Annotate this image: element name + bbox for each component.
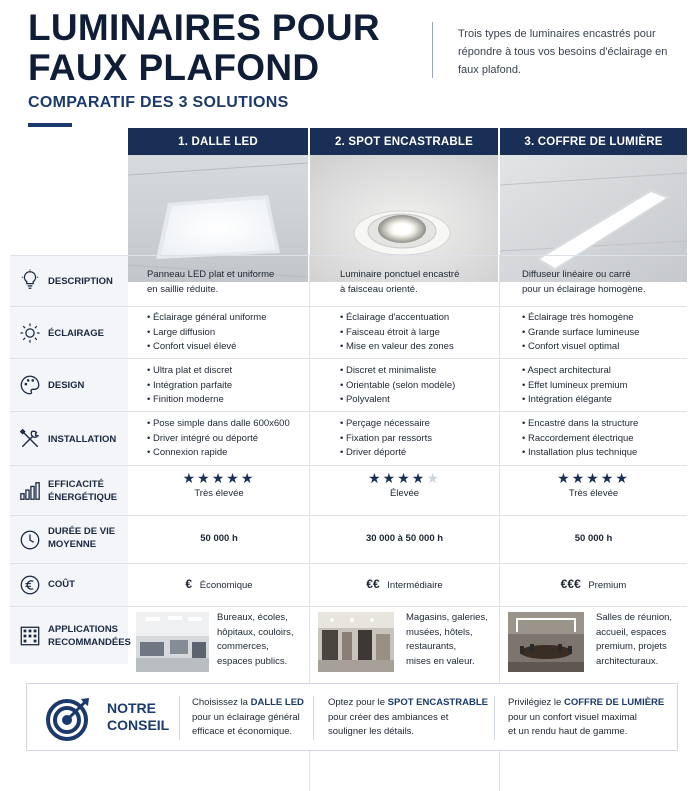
lightbulb-icon bbox=[19, 269, 41, 291]
advice-text: pour un confort visuel maximal et un rendu haut de gamme. bbox=[508, 711, 637, 737]
row-label-cout: COÛT bbox=[48, 579, 75, 590]
euro-icon bbox=[19, 574, 41, 596]
stars-rating-spot bbox=[310, 471, 499, 486]
column-header-coffre: 3. COFFRE DE LUMIÈRE bbox=[500, 128, 687, 155]
cost-symbol-coffre: €€€ bbox=[560, 577, 581, 591]
advice-title: NOTRE CONSEIL bbox=[107, 700, 170, 733]
row-applications bbox=[10, 606, 687, 667]
row-label-applications: APPLICATIONS RECOMMANDÉES bbox=[48, 624, 131, 648]
star-filled-icon: ★ bbox=[197, 470, 212, 486]
star-filled-icon: ★ bbox=[571, 470, 587, 486]
design-spot: • Discret et minimaliste • Orientable (selon modèle) • Polyvalent bbox=[340, 365, 456, 405]
cost-symbol-spot: €€ bbox=[366, 577, 380, 591]
installation-dalle-led: • Pose simple dans dalle 600x600 • Driver intégré ou déporté • Connexion rapide bbox=[147, 418, 290, 458]
page-title: LUMINAIRES POUR FAUX PLAFOND bbox=[28, 7, 380, 88]
installation-spot: • Perçage nécessaire • Fixation par ressorts • Driver déporté bbox=[340, 418, 433, 458]
eclairage-coffre: • Éclairage très homogène • Grande surface lumineuse • Confort visuel optimal bbox=[522, 312, 640, 352]
design-dalle-led: • Ultra plat et discret • Intégration parfaite • Finition moderne bbox=[147, 365, 233, 405]
row-efficacite bbox=[10, 465, 687, 515]
eclairage-dalle-led: • Éclairage général uniforme • Large diffusion • Confort visuel élevé bbox=[147, 312, 267, 352]
advice-item-dalle-led bbox=[192, 696, 317, 740]
advice-item-coffre bbox=[508, 696, 678, 740]
advice-highlight: COFFRE DE LUMIÈRE bbox=[563, 697, 665, 708]
advice-item-spot bbox=[328, 696, 498, 740]
target-icon bbox=[45, 696, 91, 742]
advice-text: Choisissez la bbox=[192, 697, 251, 708]
store-photo bbox=[318, 612, 394, 672]
clock-icon bbox=[19, 529, 41, 551]
row-design bbox=[10, 358, 687, 411]
star-filled-icon: ★ bbox=[600, 470, 616, 486]
description-spot: Luminaire ponctuel encastré à faisceau orienté. bbox=[340, 269, 460, 295]
description-coffre: Diffuseur linéaire ou carré pour un éclairage homogène. bbox=[522, 269, 646, 295]
star-filled-icon: ★ bbox=[557, 470, 572, 486]
sun-icon bbox=[19, 322, 41, 344]
subtitle-underline bbox=[28, 123, 72, 127]
cout-spot: Intermédiaire bbox=[387, 580, 443, 591]
star-empty-icon: ★ bbox=[426, 470, 441, 486]
bar-chart-icon bbox=[19, 480, 41, 502]
row-description bbox=[10, 255, 687, 306]
row-eclairage bbox=[10, 306, 687, 358]
star-filled-icon: ★ bbox=[615, 470, 630, 486]
building-icon bbox=[19, 625, 41, 647]
section-subtitle: COMPARATIF DES 3 SOLUTIONS bbox=[28, 94, 289, 111]
star-filled-icon: ★ bbox=[240, 470, 256, 486]
row-duree bbox=[10, 515, 687, 563]
header-divider bbox=[432, 22, 433, 78]
efficacite-dalle-led: Très élevée bbox=[194, 487, 244, 499]
duree-spot: 30 000 à 50 000 h bbox=[365, 533, 444, 544]
row-label-duree: DURÉE DE VIE MOYENNE bbox=[48, 526, 116, 550]
advice-text: pour un éclairage général efficace et économique. bbox=[192, 711, 300, 737]
advice-text: pour créer des ambiances et souligner les détails. bbox=[328, 711, 449, 737]
star-filled-icon: ★ bbox=[368, 470, 383, 486]
efficacite-spot: Élevée bbox=[389, 487, 420, 499]
stars-rating-coffre bbox=[500, 471, 687, 486]
description-dalle-led: Panneau LED plat et uniforme en saillie réduite. bbox=[147, 269, 275, 295]
star-filled-icon: ★ bbox=[226, 470, 241, 486]
row-label-eclairage: ÉCLAIRAGE bbox=[48, 328, 104, 339]
stars-rating-dalle-led bbox=[129, 471, 309, 486]
applications-coffre: Salles de réunion, accueil, espaces premium, projets architecturaux. bbox=[596, 612, 673, 667]
duree-coffre: 50 000 h bbox=[574, 533, 613, 544]
row-installation bbox=[10, 411, 687, 465]
advice-highlight: DALLE LED bbox=[250, 697, 304, 708]
eclairage-spot: • Éclairage d'accentuation • Faisceau étroit à large • Mise en valeur des zones bbox=[340, 312, 454, 352]
installation-coffre: • Encastré dans la structure • Raccordement électrique • Installation plus technique bbox=[522, 418, 639, 458]
office-photo bbox=[136, 612, 209, 672]
star-filled-icon: ★ bbox=[182, 470, 198, 486]
design-coffre: • Aspect architectural • Effet lumineux premium • Intégration élégante bbox=[522, 365, 628, 405]
tools-icon bbox=[19, 428, 41, 450]
row-label-efficacite: EFFICACITÉ ÉNERGÉTIQUE bbox=[48, 479, 118, 503]
applications-spot: Magasins, galeries, musées, hôtels, restaurants, mises en valeur. bbox=[406, 612, 488, 667]
advice-highlight: SPOT ENCASTRABLE bbox=[387, 697, 488, 708]
star-filled-icon: ★ bbox=[586, 470, 601, 486]
cost-symbol-dalle-led: € bbox=[185, 577, 193, 591]
intro-text: Trois types de luminaires encastrés pour répondre à tous vos besoins d'éclairage en faux plafond. bbox=[458, 28, 668, 76]
star-filled-icon: ★ bbox=[397, 470, 412, 486]
advice-divider bbox=[313, 696, 314, 740]
star-filled-icon: ★ bbox=[211, 470, 227, 486]
advice-divider bbox=[179, 696, 180, 740]
star-filled-icon: ★ bbox=[382, 470, 398, 486]
cout-coffre: Premium bbox=[588, 580, 627, 591]
star-filled-icon: ★ bbox=[411, 470, 427, 486]
advice-text: Privilégiez le bbox=[508, 697, 564, 708]
palette-icon bbox=[19, 374, 41, 396]
advice-text: Optez pour le bbox=[328, 697, 388, 708]
advice-box bbox=[26, 683, 678, 751]
duree-dalle-led: 50 000 h bbox=[200, 533, 238, 544]
row-cout bbox=[10, 563, 687, 606]
cout-dalle-led: Économique bbox=[199, 580, 253, 591]
efficacite-coffre: Très élevée bbox=[568, 487, 619, 499]
row-label-design: DESIGN bbox=[48, 380, 85, 391]
column-header-dalle-led: 1. DALLE LED bbox=[128, 128, 308, 155]
meeting-room-photo bbox=[508, 612, 584, 672]
column-header-spot: 2. SPOT ENCASTRABLE bbox=[310, 128, 498, 155]
row-label-installation: INSTALLATION bbox=[48, 434, 117, 445]
advice-divider bbox=[494, 696, 495, 740]
applications-dalle-led: Bureaux, écoles, hôpitaux, couloirs, commerces, espaces publics. bbox=[217, 612, 294, 667]
row-label-description: DESCRIPTION bbox=[48, 276, 113, 287]
